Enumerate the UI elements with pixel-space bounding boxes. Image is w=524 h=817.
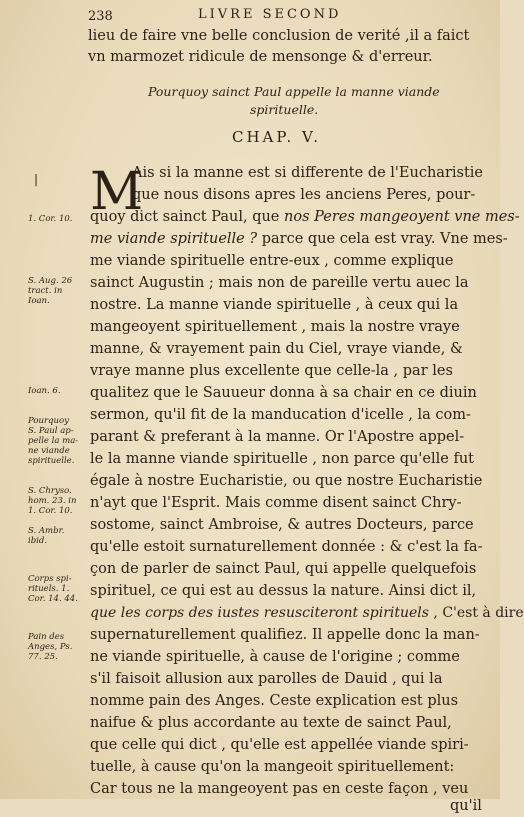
text-line: ne viande spirituelle, à cause de l'origine ; comme [90, 649, 460, 665]
text-line: vraye manne plus excellente que celle-la , par les [90, 363, 453, 379]
margin-note: 1. Cor. 10. [28, 214, 73, 224]
text-line: sermon, qu'il fit de la manducation d'icelle , la com- [90, 407, 471, 423]
scripture-quote: que les corps des iustes resusciteront spirituels [90, 605, 429, 621]
text-line: manne, & vrayement pain du Ciel, vraye viande, & [90, 341, 463, 357]
text-line: qualitez que le Sauueur donna à sa chair en ce diuin [90, 385, 477, 401]
text-line: sainct Augustin ; mais non de pareille vertu auec la [90, 275, 469, 291]
catchword: qu'il [450, 798, 482, 814]
text-line: mangeoyent spirituellement , mais la nostre vraye [90, 319, 460, 335]
page-number: 238 [88, 9, 113, 24]
text-line: nomme pain des Anges. Ceste explication est plus [90, 693, 459, 709]
text-line [90, 602, 524, 624]
text-line: Ais si la manne est si differente de l'Eucharistie [132, 165, 483, 181]
text-line: lieu de faire vne belle conclusion de verité ,il a faict [88, 28, 470, 44]
margin-note: Ioan. 6. [28, 386, 61, 396]
text-line [90, 206, 520, 228]
text-run: , C'est à dire [428, 605, 524, 621]
text-line [90, 228, 508, 250]
scripture-quote: me viande spirituelle ? [90, 231, 258, 247]
section-heading-line-1: Pourquoy sainct Paul appelle la manne viande [148, 84, 440, 99]
text-line: supernaturellement qualifiez. Il appelle donc la man- [90, 627, 480, 643]
text-line: n'ayt que l'Esprit. Mais comme disent sainct Chry- [90, 495, 462, 511]
text-line: me viande spirituelle entre-eux , comme explique [90, 253, 454, 269]
text-line: égale à nostre Eucharistie, ou que nostre Eucharistie [90, 473, 483, 489]
text-line: nostre. La manne viande spirituelle , à ceux qui la [90, 297, 459, 313]
page-header [88, 7, 468, 25]
text-line: parant & preferant à la manne. Or l'Apostre appel- [90, 429, 465, 445]
section-heading-line-2: spirituelle. [250, 102, 319, 117]
text-line: spirituel, ce qui est au dessus la nature. Ainsi dict il, [90, 583, 477, 599]
margin-note: Pourquoy S. Paul ap- pelle la ma- ne viande spirituelle. [28, 416, 79, 466]
text-line: vn marmozet ridicule de mensonge & d'erreur. [88, 49, 433, 65]
scripture-quote: nos Peres mangeoyent vne mes- [284, 209, 520, 225]
chapter-title: CHAP. V. [232, 128, 321, 146]
text-line: çon de parler de sainct Paul, qui appelle quelquefois [90, 561, 477, 577]
margin-note: Pain des Anges, Ps. 77. 25. [28, 632, 73, 662]
drop-cap: M [90, 162, 144, 222]
text-line: qu'elle estoit surnaturellement donnée : & c'est la fa- [90, 539, 483, 555]
margin-mark: | [34, 172, 39, 186]
text-run: quoy dict sainct Paul, que [90, 209, 285, 225]
margin-note: S. Aug. 26 tract. in Ioan. [28, 276, 73, 306]
text-line: sostome, sainct Ambroise, & autres Docteurs, parce [90, 517, 474, 533]
text-line: tuelle, à cause qu'on la mangeoit spirituellement: [90, 759, 455, 775]
text-line: s'il faisoit allusion aux parolles de Dauid , qui la [90, 671, 443, 687]
margin-note: Corps spi- rituels. 1. Cor. 14. 44. [28, 574, 78, 604]
margin-note: S. Chryso. hom. 23. in 1. Cor. 10. [28, 486, 77, 516]
text-line: que celle qui dict , qu'elle est appellée viande spiri- [90, 737, 469, 753]
text-line: Car tous ne la mangeoyent pas en ceste façon , veu [90, 781, 469, 797]
running-title: LIVRE SECOND [198, 7, 342, 22]
text-run: parce que cela est vray. Vne mes- [257, 231, 508, 247]
text-line: le la manne viande spirituelle , non parce qu'elle fut [90, 451, 474, 467]
margin-note: S. Ambr. ibid. [28, 526, 65, 546]
text-line: naifue & plus accordante au texte de sainct Paul, [90, 715, 452, 731]
text-line: que nous disons apres les anciens Peres, pour- [132, 187, 476, 203]
